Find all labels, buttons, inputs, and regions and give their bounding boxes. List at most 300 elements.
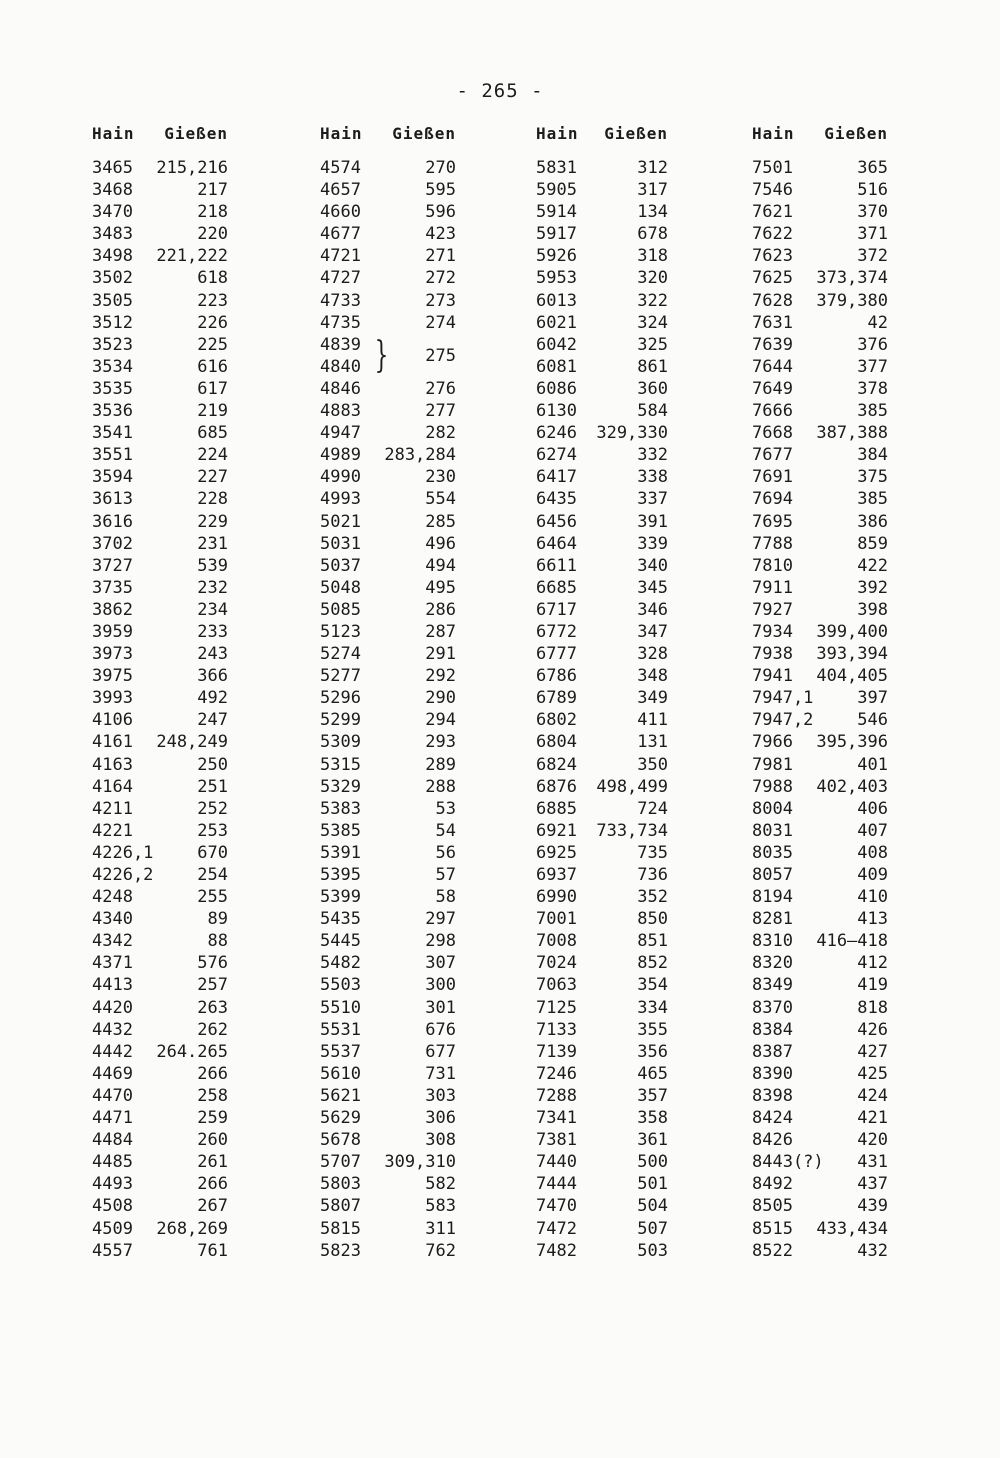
- hain-number: 6717: [536, 599, 577, 620]
- column-header: [536, 124, 668, 150]
- hain-number: 6417: [536, 467, 577, 488]
- table-row: [92, 820, 228, 842]
- hain-number: 8492: [752, 1174, 793, 1195]
- hain-number: 4846: [320, 378, 361, 399]
- giessen-number: 218: [197, 202, 228, 223]
- table-row: [92, 997, 228, 1019]
- giessen-number: 264.265: [156, 1041, 228, 1062]
- giessen-number: 301: [425, 997, 456, 1018]
- table-row: [752, 754, 888, 776]
- table-row: [320, 599, 456, 621]
- hain-number: 7981: [752, 754, 793, 775]
- table-row: [536, 223, 668, 245]
- hain-number: 4420: [92, 997, 133, 1018]
- table-row: [536, 179, 668, 201]
- table-row: [92, 378, 228, 400]
- hain-number: 5085: [320, 599, 361, 620]
- giessen-number: 303: [425, 1085, 456, 1106]
- hain-number: 7246: [536, 1063, 577, 1084]
- giessen-number: 53: [435, 798, 456, 819]
- table-row: [92, 1107, 228, 1129]
- hain-number: 7622: [752, 224, 793, 245]
- giessen-number: 243: [197, 644, 228, 665]
- table-row: [320, 731, 456, 753]
- table-row: [320, 267, 456, 289]
- table-row: [752, 179, 888, 201]
- table-row: [536, 997, 668, 1019]
- table-row: [536, 842, 668, 864]
- hain-number: 5678: [320, 1130, 361, 1151]
- hain-number: 5299: [320, 710, 361, 731]
- hain-number: 5435: [320, 909, 361, 930]
- hain-number: 5395: [320, 865, 361, 885]
- hain-number: 7691: [752, 467, 793, 488]
- giessen-number: 421: [857, 1108, 888, 1129]
- column-1: [92, 124, 228, 1262]
- table-row: [752, 1085, 888, 1107]
- giessen-number: 365: [857, 158, 888, 178]
- giessen-number: 402,403: [816, 776, 888, 797]
- giessen-number: 419: [857, 975, 888, 996]
- table-row: [752, 974, 888, 996]
- hain-number: 7947,1: [752, 688, 814, 709]
- column-3: [536, 124, 668, 1262]
- table-row: [536, 1063, 668, 1085]
- hain-number: 8057: [752, 865, 793, 885]
- hain-number: 8384: [752, 1019, 793, 1040]
- giessen-number: 289: [425, 754, 456, 775]
- hain-number: 7623: [752, 246, 793, 267]
- giessen-number: 307: [425, 953, 456, 974]
- giessen-number: 54: [435, 820, 456, 841]
- hain-number: 6804: [536, 732, 577, 753]
- table-row: [752, 245, 888, 267]
- giessen-number: 259: [197, 1108, 228, 1129]
- hain-number: 3502: [92, 268, 133, 289]
- table-row: [92, 687, 228, 709]
- table-row: [752, 312, 888, 334]
- giessen-number: 350: [637, 754, 668, 775]
- table-row: [92, 312, 228, 334]
- giessen-number: 678: [637, 224, 668, 245]
- table-row: [92, 908, 228, 930]
- hain-number: 7666: [752, 401, 793, 422]
- hain-number: 6937: [536, 865, 577, 885]
- table-row: [752, 1129, 888, 1151]
- table-row: [752, 511, 888, 533]
- table-row: [536, 886, 668, 908]
- hain-number: 5531: [320, 1019, 361, 1040]
- giessen-number: 308: [425, 1130, 456, 1151]
- giessen-number: 339: [637, 533, 668, 554]
- table-row: [536, 290, 668, 312]
- hain-number: 7625: [752, 268, 793, 289]
- hain-number: 5482: [320, 953, 361, 974]
- hain-number: 3959: [92, 621, 133, 642]
- hain-number: 6274: [536, 445, 577, 466]
- hain-number: 5831: [536, 158, 577, 178]
- table-row: [320, 997, 456, 1019]
- table-row: [536, 267, 668, 289]
- giessen-number: 229: [197, 511, 228, 532]
- table-row: [536, 555, 668, 577]
- hain-number: 4106: [92, 710, 133, 731]
- hain-number: 4733: [320, 290, 361, 311]
- giessen-number: 345: [637, 577, 668, 598]
- hain-number: 7694: [752, 489, 793, 510]
- brace-glyph: }: [374, 334, 389, 376]
- table-row: [320, 776, 456, 798]
- table-row: [92, 1041, 228, 1063]
- giessen-number: 393,394: [816, 644, 888, 665]
- hain-number: 6013: [536, 290, 577, 311]
- giessen-number: 424: [857, 1085, 888, 1106]
- hain-number: 7788: [752, 533, 793, 554]
- giessen-number: 677: [425, 1041, 456, 1062]
- table-row: [752, 1107, 888, 1129]
- giessen-number: 504: [637, 1196, 668, 1217]
- table-row: [536, 1195, 668, 1217]
- hain-number: 8320: [752, 953, 793, 974]
- hain-number: 3975: [92, 666, 133, 687]
- giessen-number: 407: [857, 820, 888, 841]
- giessen-number: 427: [857, 1041, 888, 1062]
- hain-number: 4883: [320, 401, 361, 422]
- hain-number: 6435: [536, 489, 577, 510]
- hain-number: 3536: [92, 401, 133, 422]
- table-row: [320, 245, 456, 267]
- hain-number: 7139: [536, 1041, 577, 1062]
- table-row: [92, 422, 228, 444]
- table-row: [536, 599, 668, 621]
- giessen-number: 42: [867, 312, 888, 333]
- giessen-number: 495: [425, 577, 456, 598]
- giessen-number: 253: [197, 820, 228, 841]
- hain-number: 7501: [752, 158, 793, 178]
- hain-number: 4727: [320, 268, 361, 289]
- hain-number: 7911: [752, 577, 793, 598]
- table-row: [752, 334, 888, 356]
- giessen-number: 215,216: [156, 158, 228, 178]
- table-row: [320, 533, 456, 555]
- hain-number: 3470: [92, 202, 133, 223]
- table-row: [92, 621, 228, 643]
- hain-number: 4340: [92, 909, 133, 930]
- hain-number: 7938: [752, 644, 793, 665]
- hain-number: 7381: [536, 1130, 577, 1151]
- giessen-number: 231: [197, 533, 228, 554]
- hain-number: 3702: [92, 533, 133, 554]
- giessen-number: 227: [197, 467, 228, 488]
- table-row: [320, 709, 456, 731]
- table-row: [320, 1063, 456, 1085]
- hain-number: 5629: [320, 1108, 361, 1129]
- hain-number: 8035: [752, 842, 793, 863]
- table-row: [92, 267, 228, 289]
- giessen-number: 332: [637, 445, 668, 466]
- table-row: [752, 665, 888, 687]
- table-row: [92, 643, 228, 665]
- table-row: [752, 820, 888, 842]
- table-row: [752, 400, 888, 422]
- table-row: [536, 334, 668, 356]
- table-row: [536, 356, 668, 378]
- hain-number: 6990: [536, 887, 577, 908]
- giessen-number: 258: [197, 1085, 228, 1106]
- giessen-number: 397: [857, 688, 888, 709]
- giessen-number: 293: [425, 732, 456, 753]
- hain-number: 5315: [320, 754, 361, 775]
- hain-number: 3735: [92, 577, 133, 598]
- table-row: [536, 422, 668, 444]
- hain-number: 4211: [92, 798, 133, 819]
- table-row: [92, 776, 228, 798]
- table-row: [536, 798, 668, 820]
- hain-number: 7341: [536, 1108, 577, 1129]
- table-row: [752, 378, 888, 400]
- hain-number: 5815: [320, 1218, 361, 1239]
- giessen-number: 492: [197, 688, 228, 709]
- table-row: [752, 1173, 888, 1195]
- giessen-number: 595: [425, 180, 456, 201]
- giessen-number: 317: [637, 180, 668, 201]
- table-row: [92, 511, 228, 533]
- hain-number: 6777: [536, 644, 577, 665]
- hain-number: 3468: [92, 180, 133, 201]
- giessen-number: 276: [425, 378, 456, 399]
- hain-number: 4226,1: [92, 842, 154, 863]
- giessen-number: 247: [197, 710, 228, 731]
- hain-number: 4484: [92, 1130, 133, 1151]
- giessen-number: 736: [637, 865, 668, 885]
- hain-number: 5021: [320, 511, 361, 532]
- hain-number: 7125: [536, 997, 577, 1018]
- hain-number: 5445: [320, 931, 361, 952]
- hain-number: 5610: [320, 1063, 361, 1084]
- table-row: [92, 1195, 228, 1217]
- giessen-number: 685: [197, 423, 228, 444]
- table-row: [320, 1107, 456, 1129]
- page-number: - 265 -: [456, 80, 544, 102]
- giessen-number: 306: [425, 1108, 456, 1129]
- table-row: [92, 577, 228, 599]
- giessen-number: 309,310: [384, 1152, 456, 1173]
- giessen-number: 408: [857, 842, 888, 863]
- table-row: [92, 356, 228, 378]
- giessen-number: 354: [637, 975, 668, 996]
- table-row: [536, 488, 668, 510]
- giessen-number: 584: [637, 401, 668, 422]
- hain-number: 7001: [536, 909, 577, 930]
- table-row: [752, 1019, 888, 1041]
- giessen-number: 420: [857, 1130, 888, 1151]
- hain-number: 6021: [536, 312, 577, 333]
- hain-number: 4413: [92, 975, 133, 996]
- table-row: [320, 687, 456, 709]
- table-row: [92, 864, 228, 886]
- hain-number: 7546: [752, 180, 793, 201]
- hain-number: 5385: [320, 820, 361, 841]
- giessen-number: 300: [425, 975, 456, 996]
- header-giessen: Gießen: [604, 124, 668, 143]
- column-header: [92, 124, 228, 150]
- hain-number: 8424: [752, 1108, 793, 1129]
- column-header: [752, 124, 888, 150]
- giessen-number: 498,499: [596, 776, 668, 797]
- hain-number: 5953: [536, 268, 577, 289]
- table-row: [536, 1218, 668, 1240]
- hain-number: 8387: [752, 1041, 793, 1062]
- giessen-number: 398: [857, 599, 888, 620]
- hain-number: 7810: [752, 555, 793, 576]
- table-row: [320, 1218, 456, 1240]
- giessen-number: 266: [197, 1174, 228, 1195]
- table-row: [320, 577, 456, 599]
- table-row: [752, 223, 888, 245]
- hain-number: 5823: [320, 1240, 361, 1261]
- table-rows: [752, 157, 888, 1262]
- hain-number: 5329: [320, 776, 361, 797]
- hain-number: 7941: [752, 666, 793, 687]
- giessen-number: 274: [425, 312, 456, 333]
- hain-number: 6876: [536, 776, 577, 797]
- giessen-number: 283,284: [384, 445, 456, 466]
- giessen-number: 57: [435, 865, 456, 885]
- table-row: [320, 400, 456, 422]
- table-row: [320, 488, 456, 510]
- giessen-number: 416–418: [816, 931, 888, 952]
- table-row: [536, 754, 668, 776]
- giessen-number: 56: [435, 842, 456, 863]
- table-row: [92, 1218, 228, 1240]
- table-row: [320, 201, 456, 223]
- hain-number: 7639: [752, 334, 793, 355]
- hain-number: 6042: [536, 334, 577, 355]
- table-row: [752, 533, 888, 555]
- hain-number: 6464: [536, 533, 577, 554]
- table-row: [752, 466, 888, 488]
- table-row: [92, 444, 228, 466]
- giessen-number: 223: [197, 290, 228, 311]
- giessen-number: 852: [637, 953, 668, 974]
- table-row: [536, 1041, 668, 1063]
- table-row: [536, 1019, 668, 1041]
- giessen-number: 257: [197, 975, 228, 996]
- hain-number: 3535: [92, 378, 133, 399]
- hain-number: 5510: [320, 997, 361, 1018]
- table-row: [752, 1240, 888, 1262]
- table-row: [536, 687, 668, 709]
- giessen-number: 255: [197, 887, 228, 908]
- table-row: [320, 864, 456, 886]
- giessen-number: 262: [197, 1019, 228, 1040]
- giessen-number: 385: [857, 401, 888, 422]
- hain-number: 7947,2: [752, 710, 814, 731]
- hain-number: 8310: [752, 931, 793, 952]
- giessen-number: 371: [857, 224, 888, 245]
- hain-number: 4161: [92, 732, 133, 753]
- hain-number: 7444: [536, 1174, 577, 1195]
- table-row: [320, 290, 456, 312]
- table-row: [320, 665, 456, 687]
- table-row: [752, 1195, 888, 1217]
- giessen-number: 272: [425, 268, 456, 289]
- table-row: [536, 930, 668, 952]
- hain-number: 8505: [752, 1196, 793, 1217]
- hain-number: 6081: [536, 356, 577, 377]
- giessen-number: 762: [425, 1240, 456, 1261]
- giessen-number: 89: [207, 909, 228, 930]
- hain-number: 3498: [92, 246, 133, 267]
- table-row: [92, 157, 228, 179]
- hain-number: 6772: [536, 621, 577, 642]
- giessen-number: 412: [857, 953, 888, 974]
- giessen-number: 410: [857, 887, 888, 908]
- table-row: [536, 820, 668, 842]
- giessen-number: 818: [857, 997, 888, 1018]
- hain-number: 5803: [320, 1174, 361, 1195]
- hain-number: 3512: [92, 312, 133, 333]
- hain-number: 4947: [320, 423, 361, 444]
- hain-number: 7649: [752, 378, 793, 399]
- giessen-number: 346: [637, 599, 668, 620]
- table-row: [92, 1151, 228, 1173]
- hain-number: 3594: [92, 467, 133, 488]
- table-row: [92, 555, 228, 577]
- giessen-number: 224: [197, 445, 228, 466]
- table-row: [320, 223, 456, 245]
- hain-number: 3465: [92, 158, 133, 178]
- giessen-number: 338: [637, 467, 668, 488]
- hain-number: 8194: [752, 887, 793, 908]
- table-row: [536, 245, 668, 267]
- giessen-number: 328: [637, 644, 668, 665]
- giessen-number: 270: [425, 158, 456, 178]
- table-row: [536, 1173, 668, 1195]
- giessen-number: 131: [637, 732, 668, 753]
- giessen-number: 379,380: [816, 290, 888, 311]
- giessen-number: 422: [857, 555, 888, 576]
- hain-number: 7695: [752, 511, 793, 532]
- table-row: [320, 820, 456, 842]
- hain-number: 8515: [752, 1218, 793, 1239]
- giessen-number: 761: [197, 1240, 228, 1261]
- table-row: [752, 422, 888, 444]
- table-row: [752, 687, 888, 709]
- giessen-number: 288: [425, 776, 456, 797]
- table-row: [92, 466, 228, 488]
- table-row: [752, 997, 888, 1019]
- giessen-number: 357: [637, 1085, 668, 1106]
- giessen-number: 320: [637, 268, 668, 289]
- hain-number: 5309: [320, 732, 361, 753]
- giessen-number: 386: [857, 511, 888, 532]
- giessen-number: 294: [425, 710, 456, 731]
- hain-number: 5274: [320, 644, 361, 665]
- table-row: [752, 201, 888, 223]
- table-row: [320, 1173, 456, 1195]
- table-row: [536, 1240, 668, 1262]
- hain-number: 4432: [92, 1019, 133, 1040]
- hain-number: 6611: [536, 555, 577, 576]
- giessen-number: 501: [637, 1174, 668, 1195]
- giessen-number: 282: [425, 423, 456, 444]
- table-row: [752, 290, 888, 312]
- hain-number: 4248: [92, 887, 133, 908]
- hain-number: 3616: [92, 511, 133, 532]
- giessen-number: 413: [857, 909, 888, 930]
- hain-number: 4657: [320, 180, 361, 201]
